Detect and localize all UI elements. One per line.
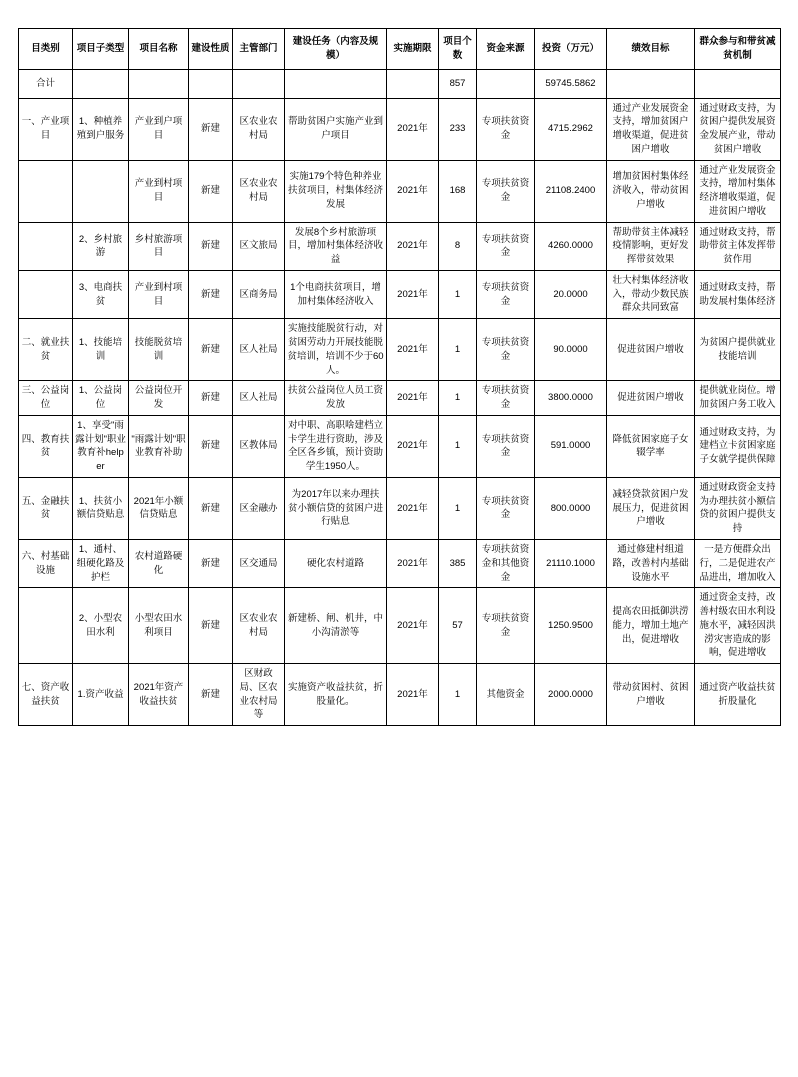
cell-project-name: 小型农田水利项目 (129, 588, 189, 664)
cell-task: 实施179个特色种养业扶贫项目，村集体经济发展 (285, 160, 387, 222)
poverty-alleviation-project-table (18, 28, 781, 726)
cell-nature: 新建 (189, 381, 233, 416)
cell-fund-source: 专项扶贫资金 (477, 270, 535, 318)
cell-investment: 591.0000 (535, 415, 607, 477)
cell-period: 2021年 (387, 98, 439, 160)
total-task (285, 69, 387, 98)
table-row (19, 381, 781, 416)
cell-department: 区农业农村局 (233, 588, 285, 664)
cell-subtype: 1、扶贫小额信贷贴息 (73, 477, 129, 539)
cell-performance: 降低贫困家庭子女辍学率 (607, 415, 695, 477)
cell-fund-source: 专项扶贫资金和其他资金 (477, 539, 535, 587)
cell-fund-source: 专项扶贫资金 (477, 319, 535, 381)
cell-department: 区商务局 (233, 270, 285, 318)
cell-task: 发展8个乡村旅游项目，增加村集体经济收益 (285, 222, 387, 270)
cell-nature: 新建 (189, 319, 233, 381)
cell-investment: 3800.0000 (535, 381, 607, 416)
cell-category: 二、就业扶贫 (19, 319, 73, 381)
cell-count: 168 (439, 160, 477, 222)
cell-period: 2021年 (387, 588, 439, 664)
cell-mechanism: 通过财政支持，为建档立卡贫困家庭子女就学提供保障 (695, 415, 781, 477)
total-investment: 59745.5862 (535, 69, 607, 98)
cell-subtype: 1、公益岗位 (73, 381, 129, 416)
table-row (19, 539, 781, 587)
cell-task: 实施技能脱贫行动，对贫困劳动力开展技能脱贫培训，培训不少于60人。 (285, 319, 387, 381)
cell-count: 1 (439, 415, 477, 477)
cell-performance: 减轻贷款贫困户发展压力，促进贫困户增收 (607, 477, 695, 539)
cell-nature: 新建 (189, 222, 233, 270)
cell-task: 实施资产收益扶贫，折股量化。 (285, 664, 387, 726)
cell-investment: 4260.0000 (535, 222, 607, 270)
cell-project-name: 产业到户项目 (129, 98, 189, 160)
cell-count: 385 (439, 539, 477, 587)
cell-performance: 通过产业发展资金支持，增加贫困户增收渠道，促进贫困户增收 (607, 98, 695, 160)
cell-task: 对中职、高职啥建档立卡学生进行资助，涉及全区各乡镇，预计资助学生1950人。 (285, 415, 387, 477)
cell-investment: 21110.1000 (535, 539, 607, 587)
cell-performance: 促进贫困户增收 (607, 319, 695, 381)
table-row (19, 319, 781, 381)
cell-task: 新建桥、闸、机井，中小沟清淤等 (285, 588, 387, 664)
table-row (19, 588, 781, 664)
cell-performance: 帮助带贫主体减轻疫情影响，更好发挥带贫效果 (607, 222, 695, 270)
cell-department: 区金融办 (233, 477, 285, 539)
cell-project-name: 乡村旅游项目 (129, 222, 189, 270)
cell-count: 1 (439, 381, 477, 416)
cell-department: 区人社局 (233, 381, 285, 416)
header-nature: 建设性质 (189, 29, 233, 70)
cell-fund-source: 专项扶贫资金 (477, 222, 535, 270)
header-investment: 投资（万元） (535, 29, 607, 70)
cell-count: 8 (439, 222, 477, 270)
total-label: 合计 (19, 69, 73, 98)
cell-investment: 90.0000 (535, 319, 607, 381)
cell-task: 硬化农村道路 (285, 539, 387, 587)
cell-mechanism: 通过财政支持，帮助带贫主体发挥带贫作用 (695, 222, 781, 270)
table-header-row (19, 29, 781, 70)
cell-period: 2021年 (387, 270, 439, 318)
cell-project-name: 2021年小额信贷贴息 (129, 477, 189, 539)
total-count: 857 (439, 69, 477, 98)
total-mechanism (695, 69, 781, 98)
total-subtype (73, 69, 129, 98)
cell-mechanism: 通过财政支持，帮助发展村集体经济 (695, 270, 781, 318)
cell-mechanism: 通过产业发展资金支持，增加村集体经济增收渠道，促进贫困户增收 (695, 160, 781, 222)
cell-project-name: "雨露计划"职业教育补助 (129, 415, 189, 477)
cell-count: 57 (439, 588, 477, 664)
cell-investment: 20.0000 (535, 270, 607, 318)
total-project-name (129, 69, 189, 98)
cell-department: 区人社局 (233, 319, 285, 381)
cell-period: 2021年 (387, 539, 439, 587)
cell-department: 区交通局 (233, 539, 285, 587)
cell-category: 七、资产收益扶贫 (19, 664, 73, 726)
cell-category (19, 160, 73, 222)
cell-nature: 新建 (189, 664, 233, 726)
cell-count: 233 (439, 98, 477, 160)
cell-nature: 新建 (189, 98, 233, 160)
cell-project-name: 农村道路硬化 (129, 539, 189, 587)
cell-period: 2021年 (387, 381, 439, 416)
total-performance (607, 69, 695, 98)
cell-department: 区农业农村局 (233, 98, 285, 160)
cell-performance: 带动贫困村、贫困户增收 (607, 664, 695, 726)
cell-count: 1 (439, 664, 477, 726)
cell-project-name: 产业到村项目 (129, 270, 189, 318)
cell-nature: 新建 (189, 477, 233, 539)
cell-performance: 通过修建村组道路，改善村内基础设施水平 (607, 539, 695, 587)
cell-count: 1 (439, 477, 477, 539)
header-mechanism: 群众参与和带贫减贫机制 (695, 29, 781, 70)
cell-count: 1 (439, 319, 477, 381)
cell-subtype: 3、电商扶贫 (73, 270, 129, 318)
cell-fund-source: 专项扶贫资金 (477, 588, 535, 664)
cell-mechanism: 提供就业岗位。增加贫困户务工收入 (695, 381, 781, 416)
cell-subtype: 1、种植养殖到户服务 (73, 98, 129, 160)
cell-mechanism: 通过资金支持，改善村级农田水利设施水平，减轻因洪涝灾害造成的影响，促进增收 (695, 588, 781, 664)
cell-task: 为2017年以来办理扶贫小额信贷的贫困户进行贴息 (285, 477, 387, 539)
cell-period: 2021年 (387, 160, 439, 222)
table-row (19, 415, 781, 477)
cell-subtype: 1、技能培训 (73, 319, 129, 381)
cell-investment: 2000.0000 (535, 664, 607, 726)
cell-investment: 21108.2400 (535, 160, 607, 222)
cell-department: 区文旅局 (233, 222, 285, 270)
cell-nature: 新建 (189, 415, 233, 477)
cell-department: 区财政局、区农业农村局等 (233, 664, 285, 726)
cell-nature: 新建 (189, 160, 233, 222)
table-row (19, 222, 781, 270)
cell-performance: 增加贫困村集体经济收入，带动贫困户增收 (607, 160, 695, 222)
cell-category: 五、金融扶贫 (19, 477, 73, 539)
cell-category: 三、公益岗位 (19, 381, 73, 416)
cell-mechanism: 通过财政资金支持为办理扶贫小额信贷的贫困户提供支持 (695, 477, 781, 539)
cell-department: 区教体局 (233, 415, 285, 477)
total-department (233, 69, 285, 98)
cell-fund-source: 专项扶贫资金 (477, 415, 535, 477)
table-row (19, 664, 781, 726)
header-count: 项目个数 (439, 29, 477, 70)
table-row (19, 160, 781, 222)
header-fund-source: 资金来源 (477, 29, 535, 70)
cell-category (19, 588, 73, 664)
header-department: 主管部门 (233, 29, 285, 70)
cell-mechanism: 一是方便群众出行，二是促进农产品进出，增加收入 (695, 539, 781, 587)
cell-category: 四、教育扶贫 (19, 415, 73, 477)
cell-project-name: 产业到村项目 (129, 160, 189, 222)
cell-period: 2021年 (387, 222, 439, 270)
cell-investment: 4715.2962 (535, 98, 607, 160)
cell-count: 1 (439, 270, 477, 318)
cell-fund-source: 专项扶贫资金 (477, 381, 535, 416)
cell-performance: 提高农田抵御洪涝能力，增加土地产出，促进增收 (607, 588, 695, 664)
cell-subtype: 2、小型农田水利 (73, 588, 129, 664)
header-subtype: 项目子类型 (73, 29, 129, 70)
header-task: 建设任务（内容及规模） (285, 29, 387, 70)
cell-subtype: 2、乡村旅游 (73, 222, 129, 270)
cell-fund-source: 其他资金 (477, 664, 535, 726)
cell-subtype: 1.资产收益 (73, 664, 129, 726)
cell-category: 六、村基础设施 (19, 539, 73, 587)
cell-mechanism: 通过财政支持，为贫困户提供发展资金发展产业，带动贫困户增收 (695, 98, 781, 160)
cell-period: 2021年 (387, 415, 439, 477)
header-performance: 绩效目标 (607, 29, 695, 70)
cell-investment: 1250.9500 (535, 588, 607, 664)
cell-subtype: 1、通村、组硬化路及护栏 (73, 539, 129, 587)
cell-fund-source: 专项扶贫资金 (477, 98, 535, 160)
table-row (19, 270, 781, 318)
cell-performance: 壮大村集体经济收入，带动少数民族群众共同致富 (607, 270, 695, 318)
table-row (19, 477, 781, 539)
cell-investment: 800.0000 (535, 477, 607, 539)
cell-nature: 新建 (189, 270, 233, 318)
cell-subtype (73, 160, 129, 222)
cell-nature: 新建 (189, 588, 233, 664)
table-row (19, 98, 781, 160)
cell-department: 区农业农村局 (233, 160, 285, 222)
cell-period: 2021年 (387, 319, 439, 381)
total-nature (189, 69, 233, 98)
cell-project-name: 2021年资产收益扶贫 (129, 664, 189, 726)
cell-period: 2021年 (387, 664, 439, 726)
header-project-name: 项目名称 (129, 29, 189, 70)
cell-mechanism: 通过资产收益扶贫折股量化 (695, 664, 781, 726)
cell-category: 一、产业项目 (19, 98, 73, 160)
cell-fund-source: 专项扶贫资金 (477, 477, 535, 539)
cell-project-name: 技能脱贫培训 (129, 319, 189, 381)
total-period (387, 69, 439, 98)
header-category: 目类别 (19, 29, 73, 70)
cell-mechanism: 为贫困户提供就业技能培训 (695, 319, 781, 381)
cell-period: 2021年 (387, 477, 439, 539)
cell-subtype: 1、享受"雨露计划"职业教育补helper (73, 415, 129, 477)
cell-task: 1个电商扶贫项目，增加村集体经济收入 (285, 270, 387, 318)
header-period: 实施期限 (387, 29, 439, 70)
cell-category (19, 270, 73, 318)
cell-task: 扶贫公益岗位人员工资发放 (285, 381, 387, 416)
cell-performance: 促进贫困户增收 (607, 381, 695, 416)
total-fund-source (477, 69, 535, 98)
cell-category (19, 222, 73, 270)
table-row-total (19, 69, 781, 98)
cell-nature: 新建 (189, 539, 233, 587)
cell-task: 帮助贫困户实施产业到户项目 (285, 98, 387, 160)
cell-fund-source: 专项扶贫资金 (477, 160, 535, 222)
cell-project-name: 公益岗位开发 (129, 381, 189, 416)
